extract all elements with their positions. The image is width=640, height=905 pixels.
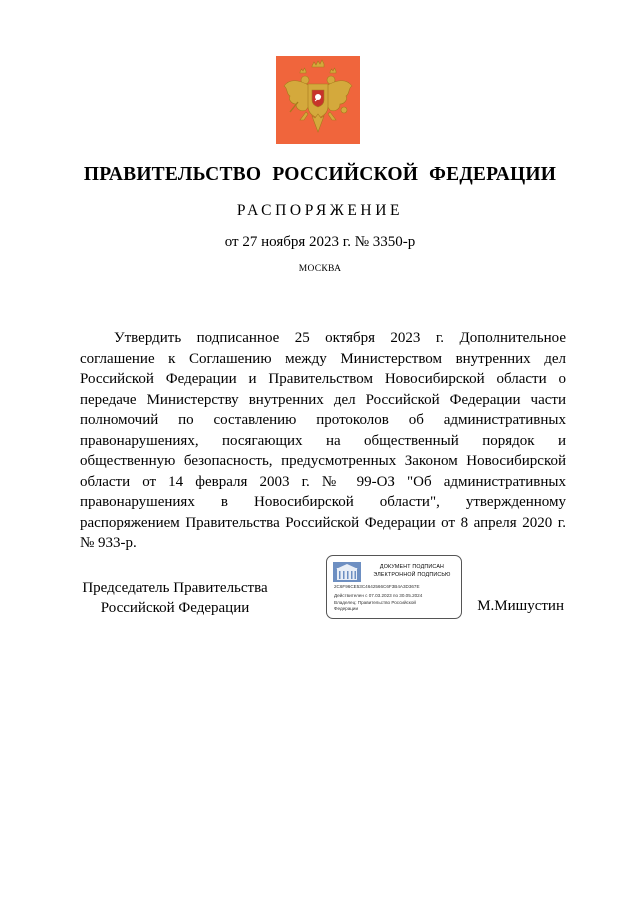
signer-title	[80, 578, 270, 618]
signer-name: М.Мишустин	[477, 598, 564, 614]
electronic-signature-stamp	[326, 555, 462, 619]
coat-of-arms-icon	[276, 56, 360, 144]
stamp-heading-line-1: ДОКУМЕНТ ПОДПИСАН	[379, 564, 445, 570]
stamp-owner-line-1: Владелец: Правительство Российской	[334, 600, 416, 605]
signer-title-line-1: Председатель Правительства	[82, 580, 268, 596]
building-icon	[333, 562, 361, 582]
document-date-number: от 27 ноября 2023 г. № 3350-р	[224, 234, 416, 250]
stamp-validity: Действителен с 07.03.2023 по 30.05.2024	[334, 593, 423, 598]
stamp-serial: 2C6F96CE53C4642566C6F3B4A3D367E	[334, 584, 420, 589]
document-type: РАСПОРЯЖЕНИЕ	[236, 202, 404, 219]
government-title: ПРАВИТЕЛЬСТВО РОССИЙСКОЙ ФЕДЕРАЦИИ	[83, 164, 557, 185]
stamp-heading-line-2: ЭЛЕКТРОННОЙ ПОДПИСЬЮ	[373, 572, 451, 578]
signer-title-line-2: Российской Федерации	[100, 600, 250, 616]
order-paragraph: Утвердить подписанное 25 октября 2023 г. Дополнительное соглашение к Соглашению между Министерством внутренних дел Российской Федерации и Правительством Новосибирской области о передаче Министерству внутренних дел Российской Федерации части полномочий по составлению протоколов об административных правонарушениях, посягающих на общественный порядок и общественную безопасность, предусмотренных Законом Новосибирской области от 14 февраля 2003 г. № 99-ОЗ "Об административных правонарушениях в Новосибирской области", утвержденному распоряжением Правительства Российской Федерации от 8 апреля 2020 г. № 933-р.	[80, 330, 566, 551]
document-city: МОСКВА	[298, 264, 342, 274]
stamp-owner-line-2: Федерации	[334, 606, 359, 611]
